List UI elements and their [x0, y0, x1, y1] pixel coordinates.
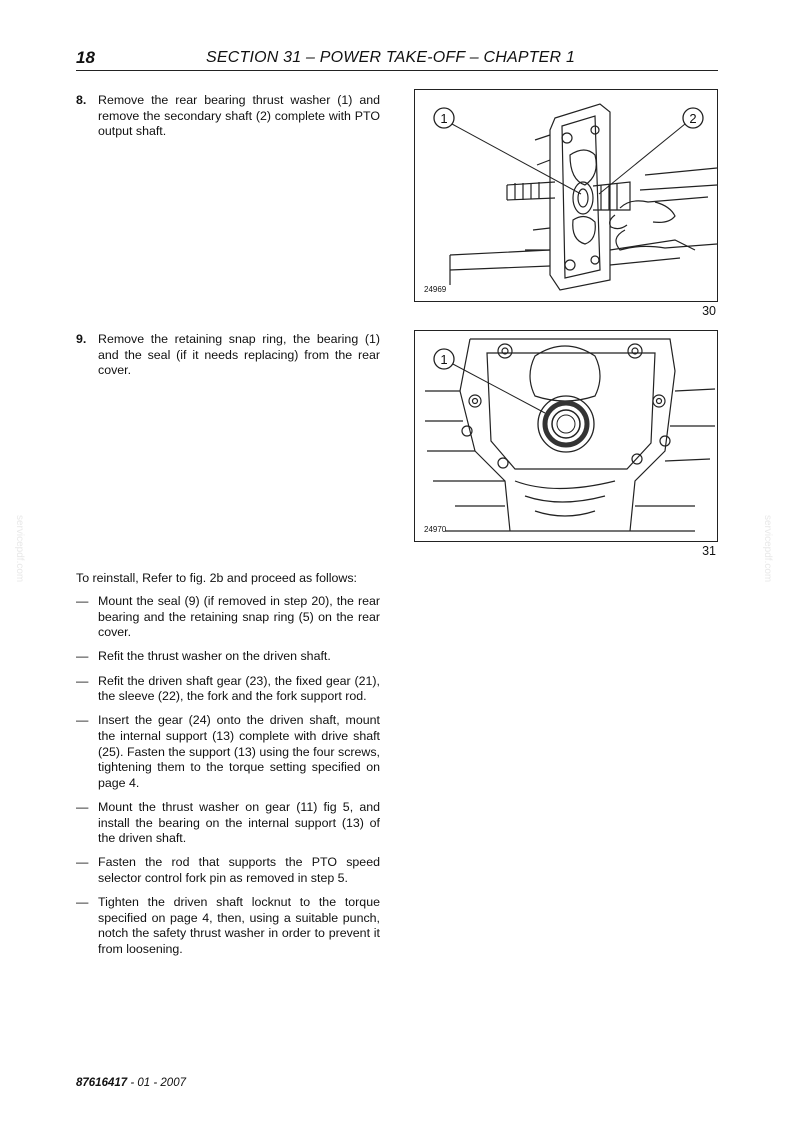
dash-bullet: — [76, 855, 89, 870]
dash-bullet: — [76, 649, 89, 664]
list-item [76, 674, 380, 705]
step-text: Remove the rear bearing thrust washer (1) and remove the secondary shaft (2) complete with PTO output shaft. [98, 93, 380, 138]
list-item-text: Refit the thrust washer on the driven shaft. [98, 649, 331, 664]
dash-bullet: — [76, 673, 89, 688]
page-footer [76, 1077, 186, 1089]
figure-31-illustration [415, 331, 717, 541]
figure-31 [414, 330, 718, 542]
figure-number: 30 [702, 304, 716, 318]
step-text: Remove the retaining snap ring, the bearing (1) and the seal (if it needs replacing) from the rear cover. [98, 332, 380, 377]
list-item [76, 594, 380, 641]
callout-1-label: 1 [440, 111, 448, 126]
list-item [76, 649, 380, 665]
watermark-right: servicepdf.com [762, 515, 773, 583]
dash-bullet: — [76, 713, 89, 728]
step-8 [76, 93, 380, 140]
list-item-text: Refit the driven shaft gear (23), the fixed gear (21), the sleeve (22), the fork and the fork support rod. [98, 673, 380, 704]
list-item-text: Tighten the driven shaft locknut to the torque specified on page 4, then, using a suitable punch, notch the safety thrust washer in order to prevent it from loosening. [98, 895, 380, 956]
figure-number: 31 [702, 544, 716, 558]
list-item [76, 713, 380, 791]
footer-year: 2007 [160, 1077, 186, 1089]
list-item-text: Mount the thrust washer on gear (11) fig 5, and install the bearing on the internal support (13) of the driven shaft. [98, 799, 380, 846]
list-item-text: Fasten the rod that supports the PTO speed selector control fork pin as removed in step 5. [98, 855, 380, 885]
list-item [76, 855, 380, 886]
step-number: 9. [76, 332, 87, 346]
list-item [76, 800, 380, 847]
reinstall-intro: To reinstall, Refer to fig. 2b and proceed as follows: [76, 571, 358, 585]
list-item-text: Insert the gear (24) onto the driven shaft, mount the internal support (13) complete with drive shaft (25). Fasten the support (13) using the four screws, tightening them to the torque setting specified on page 4. [98, 713, 380, 790]
figure-30-illustration [415, 90, 717, 301]
footer-separator: - 01 - [127, 1077, 161, 1089]
page-number: 18 [76, 48, 95, 67]
dash-bullet: — [76, 895, 89, 910]
watermark-left: servicepdf.com [14, 515, 25, 583]
list-item-text: Mount the seal (9) (if removed in step 20), the rear bearing and the retaining snap ring (5) on the rear cover. [98, 594, 380, 640]
figure-code: 24970 [424, 525, 447, 534]
callout-2-label: 2 [689, 111, 697, 126]
section-title: SECTION 31 – POWER TAKE-OFF – CHAPTER 1 [206, 49, 576, 66]
reinstall-list [76, 594, 380, 966]
list-item [76, 895, 380, 957]
figure-30 [414, 89, 718, 302]
page-header [76, 48, 718, 71]
dash-bullet: — [76, 594, 89, 608]
dash-bullet: — [76, 799, 89, 814]
callout-1-label: 1 [440, 352, 448, 367]
doc-code: 87616417 [76, 1077, 128, 1089]
step-number: 8. [76, 93, 87, 107]
figure-code: 24969 [424, 285, 447, 294]
step-9 [76, 332, 380, 379]
